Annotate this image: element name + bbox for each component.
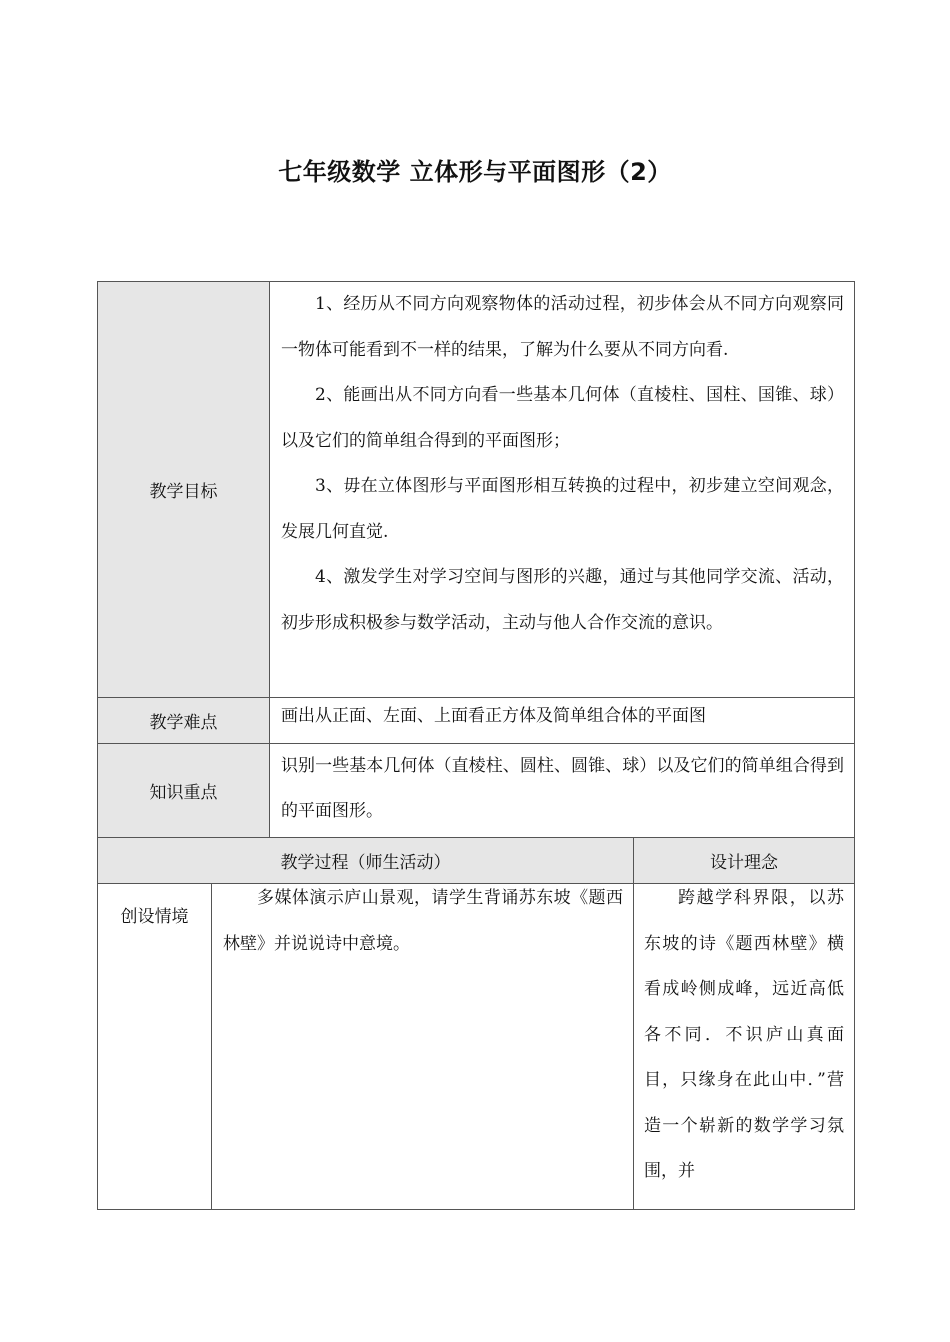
rationale-header-cell	[633, 837, 855, 884]
scenario-label: 创设情境	[120, 907, 189, 927]
keypoints-label-cell	[97, 743, 270, 838]
scenario-activity-text: 多媒体演示庐山景观，请学生背诵苏东坡《题西林壁》并说说诗中意境。	[223, 888, 623, 954]
scenario-activity	[211, 883, 634, 1210]
scenario-rationale	[633, 883, 855, 1210]
keypoints-content	[269, 743, 855, 838]
objective-item-2: 2、能画出从不同方向看一些基本几何体（直棱柱、国柱、国锥、球）以及它们的简单组合得到的平面图形；	[281, 385, 844, 451]
keypoints-text: 识别一些基本几何体（直棱柱、圆柱、圆锥、球）以及它们的简单组合得到的平面图形。	[281, 756, 844, 821]
keypoints-label: 知识重点	[149, 783, 218, 803]
difficulty-label: 教学难点	[149, 713, 218, 733]
scenario-label-cell	[97, 883, 212, 1210]
difficulty-content	[269, 697, 855, 744]
objective-item-1: 1、经历从不同方向观察物体的活动过程，初步体会从不同方向观察同一物体可能看到不一样的结果，了解为什么要从不同方向看.	[281, 294, 844, 360]
scenario-rationale-text: 跨越学科界限，以苏东坡的诗《题西林壁》横看成岭侧成峰，远近高低各不同．不识庐山真面目，只缘身在此山中．”营造一个崭新的数学学习氛围，并	[644, 888, 844, 1181]
objectives-label: 教学目标	[149, 482, 218, 502]
objective-item-3: 3、毋在立体图形与平面图形相互转换的过程中，初步建立空间观念，发展几何直觉.	[281, 476, 844, 542]
objectives-content	[269, 281, 855, 698]
rationale-header: 设计理念	[710, 853, 778, 873]
difficulty-label-cell	[97, 697, 270, 744]
objective-item-4: 4、激发学生对学习空间与图形的兴趣，通过与其他同学交流、活动，初步形成积极参与数学活动，主动与他人合作交流的意识。	[281, 567, 844, 633]
difficulty-text: 画出从正面、左面、上面看正方体及简单组合体的平面图	[281, 706, 706, 726]
page-title: 七年级数学 立体形与平面图形（2）	[278, 158, 672, 186]
objectives-label-cell	[97, 281, 270, 698]
process-header: 教学过程（师生活动）	[280, 853, 451, 873]
